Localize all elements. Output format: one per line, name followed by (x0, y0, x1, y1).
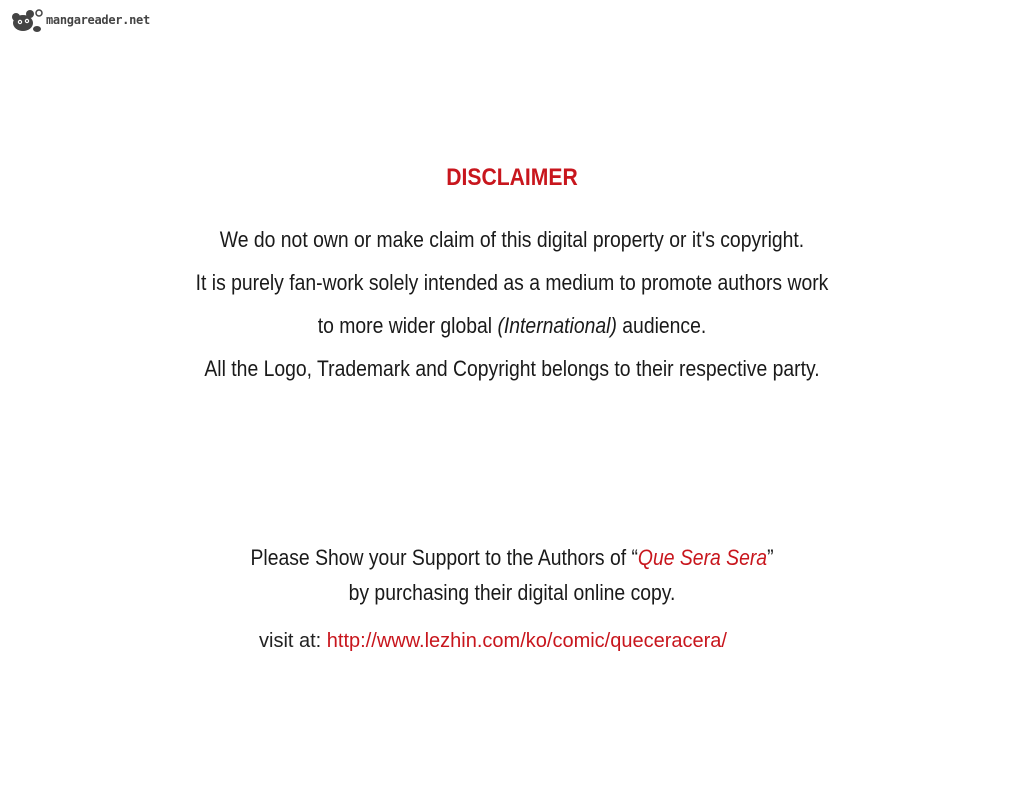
visit-line (259, 630, 727, 653)
visit-label: visit at: (259, 630, 327, 652)
logo-text: mangareader.net (46, 13, 150, 27)
disclaimer-line-3-emphasis: (International) (497, 313, 617, 338)
panda-icon (10, 8, 44, 34)
disclaimer-line-2: It is purely fan-work solely intended as a medium to promote authors work (195, 270, 829, 295)
comic-url-link[interactable]: http://www.lezhin.com/ko/comic/queceracera/ (326, 630, 727, 652)
disclaimer-line-3-post: audience. (616, 313, 707, 338)
support-line-2: by purchasing their digital online copy. (348, 580, 676, 605)
support-line-1-pre: Please Show your Support to the Authors of “ (250, 545, 638, 570)
disclaimer-line-3-pre: to more wider global (317, 313, 498, 338)
disclaimer-body (61, 218, 962, 390)
support-line-1-post: ” (767, 545, 774, 570)
disclaimer-line-4: All the Logo, Trademark and Copyright belongs to their respective party. (204, 356, 820, 381)
disclaimer-title: DISCLAIMER (446, 164, 578, 191)
disclaimer-line-3 (61, 304, 962, 347)
comic-title: Que Sera Sera (637, 545, 768, 570)
support-block (61, 540, 962, 610)
disclaimer-line-1: We do not own or make claim of this digital property or it's copyright. (219, 227, 805, 252)
site-logo[interactable] (10, 8, 150, 34)
support-line-1 (61, 540, 962, 575)
